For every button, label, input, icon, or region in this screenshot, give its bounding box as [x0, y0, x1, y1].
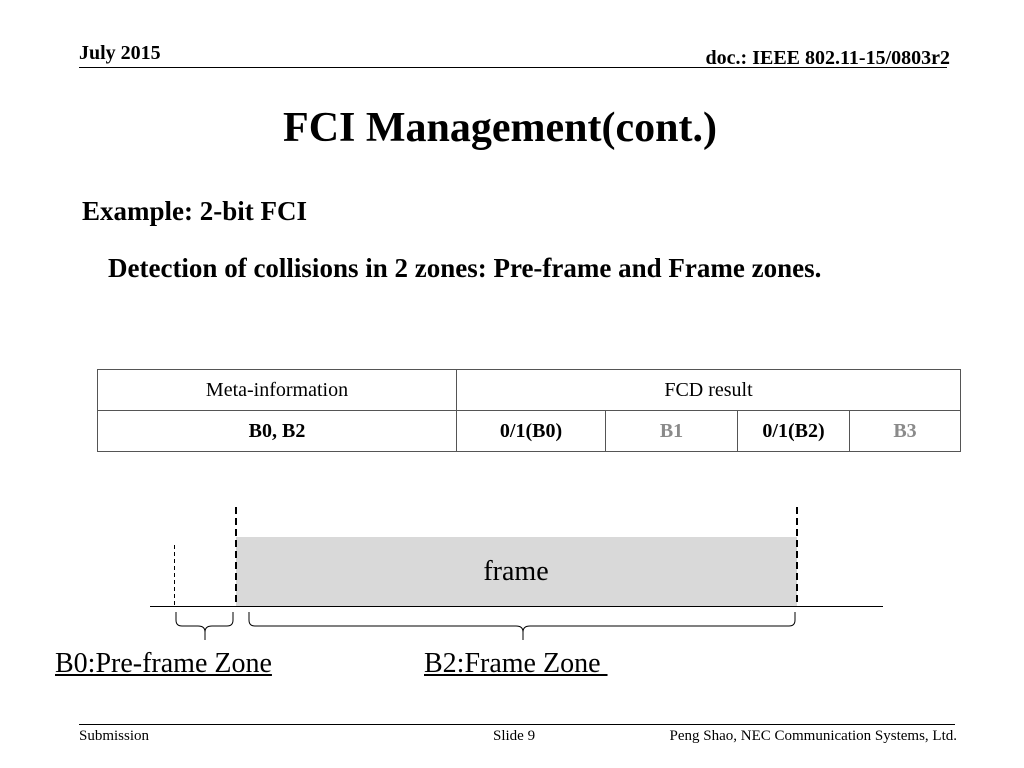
cell-b3: B3 [850, 411, 961, 452]
frame-label: frame [483, 556, 549, 587]
header-meta-information: Meta-information [98, 370, 457, 411]
cell-b1: B1 [606, 411, 738, 452]
frame-zone-label: B2:Frame Zone [424, 648, 608, 679]
slide-title: FCI Management(cont.) [283, 105, 717, 151]
frame-brace [249, 612, 795, 640]
cell-b2-result: 0/1(B2) [738, 411, 850, 452]
cell-b0-result: 0/1(B0) [457, 411, 606, 452]
footer-slide-number: Slide 9 [493, 728, 536, 744]
slide-description: Detection of collisions in 2 zones: Pre-frame and Frame zones. [108, 253, 822, 283]
header-doc-id: doc.: IEEE 802.11-15/0803r2 [705, 47, 950, 69]
header-fcd-result: FCD result [457, 370, 961, 411]
slide-subheading: Example: 2-bit FCI [82, 196, 307, 226]
footer-author: Peng Shao, NEC Communication Systems, Ltd. [669, 728, 957, 744]
pre-frame-brace [176, 612, 233, 640]
footer-submission: Submission [79, 728, 150, 744]
cell-meta-bits: B0, B2 [98, 411, 457, 452]
footer-rule [79, 724, 955, 725]
header-date: July 2015 [79, 42, 161, 64]
pre-frame-zone-label: B0:Pre-frame Zone [55, 648, 272, 679]
